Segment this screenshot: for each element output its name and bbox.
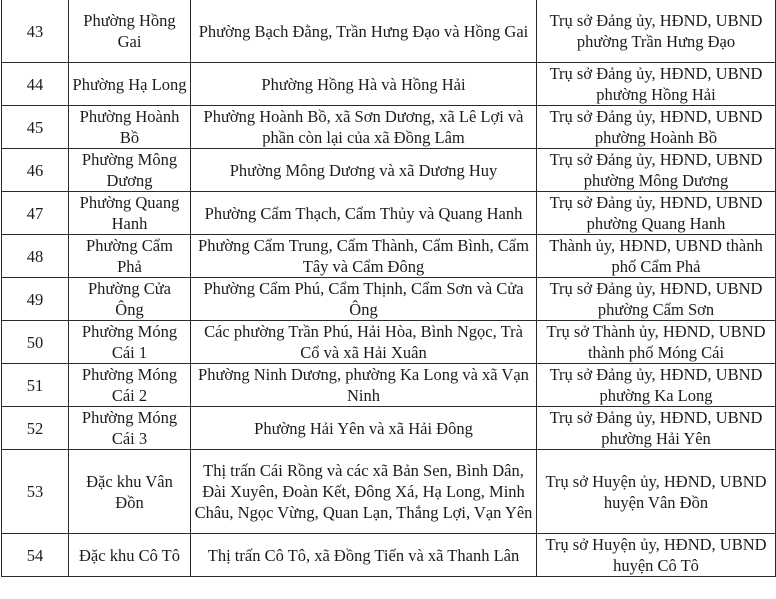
office-location: Trụ sở Đảng ủy, HĐND, UBND phường Hồng Hải [537,63,776,106]
row-number: 43 [2,0,69,63]
table-row [2,278,776,321]
table-row [2,321,776,364]
unit-name: Phường Móng Cái 3 [69,407,191,450]
merged-units: Thị trấn Cái Rồng và các xã Bản Sen, Bình Dân, Đài Xuyên, Đoàn Kết, Đông Xá, Hạ Long, Minh Châu, Ngọc Vừng, Quan Lạn, Thắng Lợi, Vạn Yên [191,450,537,534]
table-row [2,63,776,106]
unit-name: Phường Hạ Long [69,63,191,106]
row-number: 54 [2,534,69,577]
office-location: Trụ sở Huyện ủy, HĐND, UBND huyện Vân Đồn [537,450,776,534]
office-location: Thành ủy, HĐND, UBND thành phố Cẩm Phả [537,235,776,278]
office-location: Trụ sở Đảng ủy, HĐND, UBND phường Quang Hanh [537,192,776,235]
table-row [2,407,776,450]
merged-units: Phường Cẩm Thạch, Cẩm Thủy và Quang Hanh [191,192,537,235]
office-location: Trụ sở Đảng ủy, HĐND, UBND phường Ka Long [537,364,776,407]
unit-name: Phường Mông Dương [69,149,191,192]
row-number: 50 [2,321,69,364]
unit-name: Phường Móng Cái 1 [69,321,191,364]
table-row [2,235,776,278]
row-number: 51 [2,364,69,407]
admin-units-table [1,0,776,577]
row-number: 48 [2,235,69,278]
table-row [2,106,776,149]
office-location: Trụ sở Thành ủy, HĐND, UBND thành phố Móng Cái [537,321,776,364]
merged-units: Phường Hồng Hà và Hồng Hải [191,63,537,106]
merged-units: Phường Cẩm Phú, Cẩm Thịnh, Cẩm Sơn và Cửa Ông [191,278,537,321]
table-row [2,192,776,235]
unit-name: Đặc khu Cô Tô [69,534,191,577]
table-row [2,0,776,63]
unit-name: Phường Cửa Ông [69,278,191,321]
table-row [2,534,776,577]
table-row [2,364,776,407]
merged-units: Thị trấn Cô Tô, xã Đồng Tiến và xã Thanh Lân [191,534,537,577]
unit-name: Phường Móng Cái 2 [69,364,191,407]
row-number: 45 [2,106,69,149]
merged-units: Phường Bạch Đằng, Trần Hưng Đạo và Hồng Gai [191,0,537,63]
merged-units: Các phường Trần Phú, Hải Hòa, Bình Ngọc, Trà Cổ và xã Hải Xuân [191,321,537,364]
unit-name: Phường Hoành Bồ [69,106,191,149]
row-number: 46 [2,149,69,192]
office-location: Trụ sở Đảng ủy, HĐND, UBND phường Mông Dương [537,149,776,192]
office-location: Trụ sở Đảng ủy, HĐND, UBND phường Hải Yên [537,407,776,450]
row-number: 44 [2,63,69,106]
office-location: Trụ sở Đảng ủy, HĐND, UBND phường Hoành Bồ [537,106,776,149]
unit-name: Đặc khu Vân Đồn [69,450,191,534]
merged-units: Phường Hải Yên và xã Hải Đông [191,407,537,450]
merged-units: Phường Mông Dương và xã Dương Huy [191,149,537,192]
unit-name: Phường Hồng Gai [69,0,191,63]
merged-units: Phường Hoành Bồ, xã Sơn Dương, xã Lê Lợi và phần còn lại của xã Đồng Lâm [191,106,537,149]
row-number: 47 [2,192,69,235]
office-location: Trụ sở Đảng ủy, HĐND, UBND phường Cẩm Sơn [537,278,776,321]
table-body [2,0,776,577]
row-number: 49 [2,278,69,321]
table-row [2,450,776,534]
table-row [2,149,776,192]
unit-name: Phường Quang Hanh [69,192,191,235]
merged-units: Phường Ninh Dương, phường Ka Long và xã Vạn Ninh [191,364,537,407]
merged-units: Phường Cẩm Trung, Cẩm Thành, Cẩm Bình, Cẩm Tây và Cẩm Đông [191,235,537,278]
office-location: Trụ sở Huyện ủy, HĐND, UBND huyện Cô Tô [537,534,776,577]
office-location: Trụ sở Đảng ủy, HĐND, UBND phường Trần Hưng Đạo [537,0,776,63]
row-number: 52 [2,407,69,450]
row-number: 53 [2,450,69,534]
unit-name: Phường Cẩm Phả [69,235,191,278]
